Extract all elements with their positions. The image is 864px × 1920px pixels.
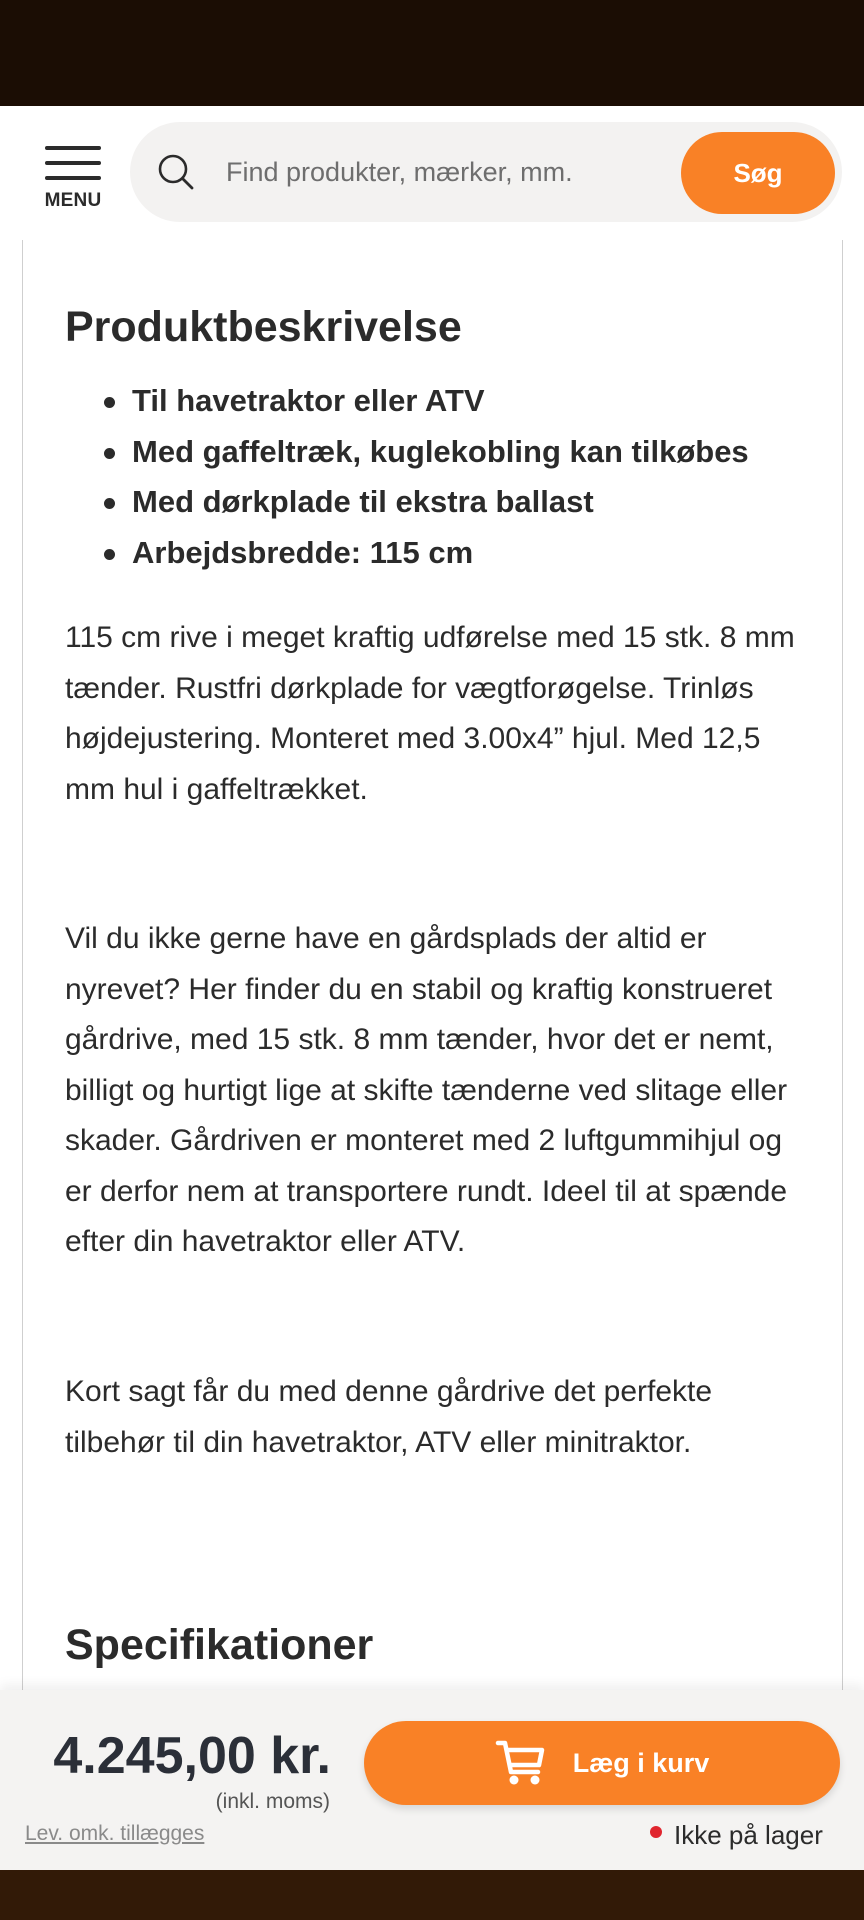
shipping-cost-link[interactable]: Lev. omk. tillægges xyxy=(25,1822,205,1845)
stock-status-label: Ikke på lager xyxy=(674,1820,823,1850)
feature-item: Til havetraktor eller ATV xyxy=(65,376,825,427)
hamburger-icon-bar xyxy=(45,161,101,165)
menu-button[interactable] xyxy=(38,140,108,216)
description-paragraph: Vil du ikke gerne have en gårdsplads der altid er nyrevet? Her finder du en stabil og kraftig konstrueret gårdrive, med 15 stk. 8 mm tænder, hvor det er nemt, billigt og hurtigt lige at skifte tænderne ved slitage eller skader. Gårdriven er monteret med 2 luftgummihjul og er derfor nem at transportere rundt. Ideel til at spænde efter din havetraktor eller ATV. xyxy=(65,922,788,1258)
search-button[interactable]: Søg xyxy=(681,132,835,214)
hamburger-icon xyxy=(45,146,101,150)
status-dot-icon xyxy=(650,1826,662,1838)
site-header xyxy=(0,106,864,240)
purchase-bar xyxy=(0,1690,864,1870)
vat-note: (inkl. moms) xyxy=(215,1790,330,1813)
description-paragraph: 115 cm rive i meget kraftig udførelse med 15 stk. 8 mm tænder. Rustfri dørkplade for vægtforøgelse. Trinløs højdejustering. Monteret med 3.00x4” hjul. Med 12,5 mm hul i gaffeltrækket. xyxy=(65,621,795,806)
feature-item: Med gaffeltræk, kuglekobling kan tilkøbes xyxy=(65,427,825,478)
system-nav-bar xyxy=(0,1870,864,1920)
feature-item: Med dørkplade til ekstra ballast xyxy=(65,477,825,528)
specifications-title[interactable]: Specifikationer xyxy=(65,1621,374,1669)
search-bar xyxy=(130,122,842,222)
feature-item: Arbejdsbredde: 115 cm xyxy=(65,528,825,579)
description-title: Produktbeskrivelse xyxy=(65,303,462,351)
add-to-cart-label: Læg i kurv xyxy=(572,1747,710,1778)
add-to-cart-button[interactable] xyxy=(364,1721,840,1805)
search-icon xyxy=(156,152,198,194)
search-input[interactable] xyxy=(226,142,686,202)
menu-label: MENU xyxy=(44,190,102,211)
cart-icon xyxy=(495,1738,547,1788)
hamburger-icon-bar xyxy=(45,176,101,180)
status-bar xyxy=(0,0,864,106)
feature-list xyxy=(65,376,825,578)
price: 4.245,00 kr. xyxy=(53,1727,331,1785)
description-paragraph: Kort sagt får du med denne gårdrive det perfekte tilbehør til din havetraktor, ATV eller minitraktor. xyxy=(65,1375,713,1459)
stock-status xyxy=(650,1820,823,1851)
